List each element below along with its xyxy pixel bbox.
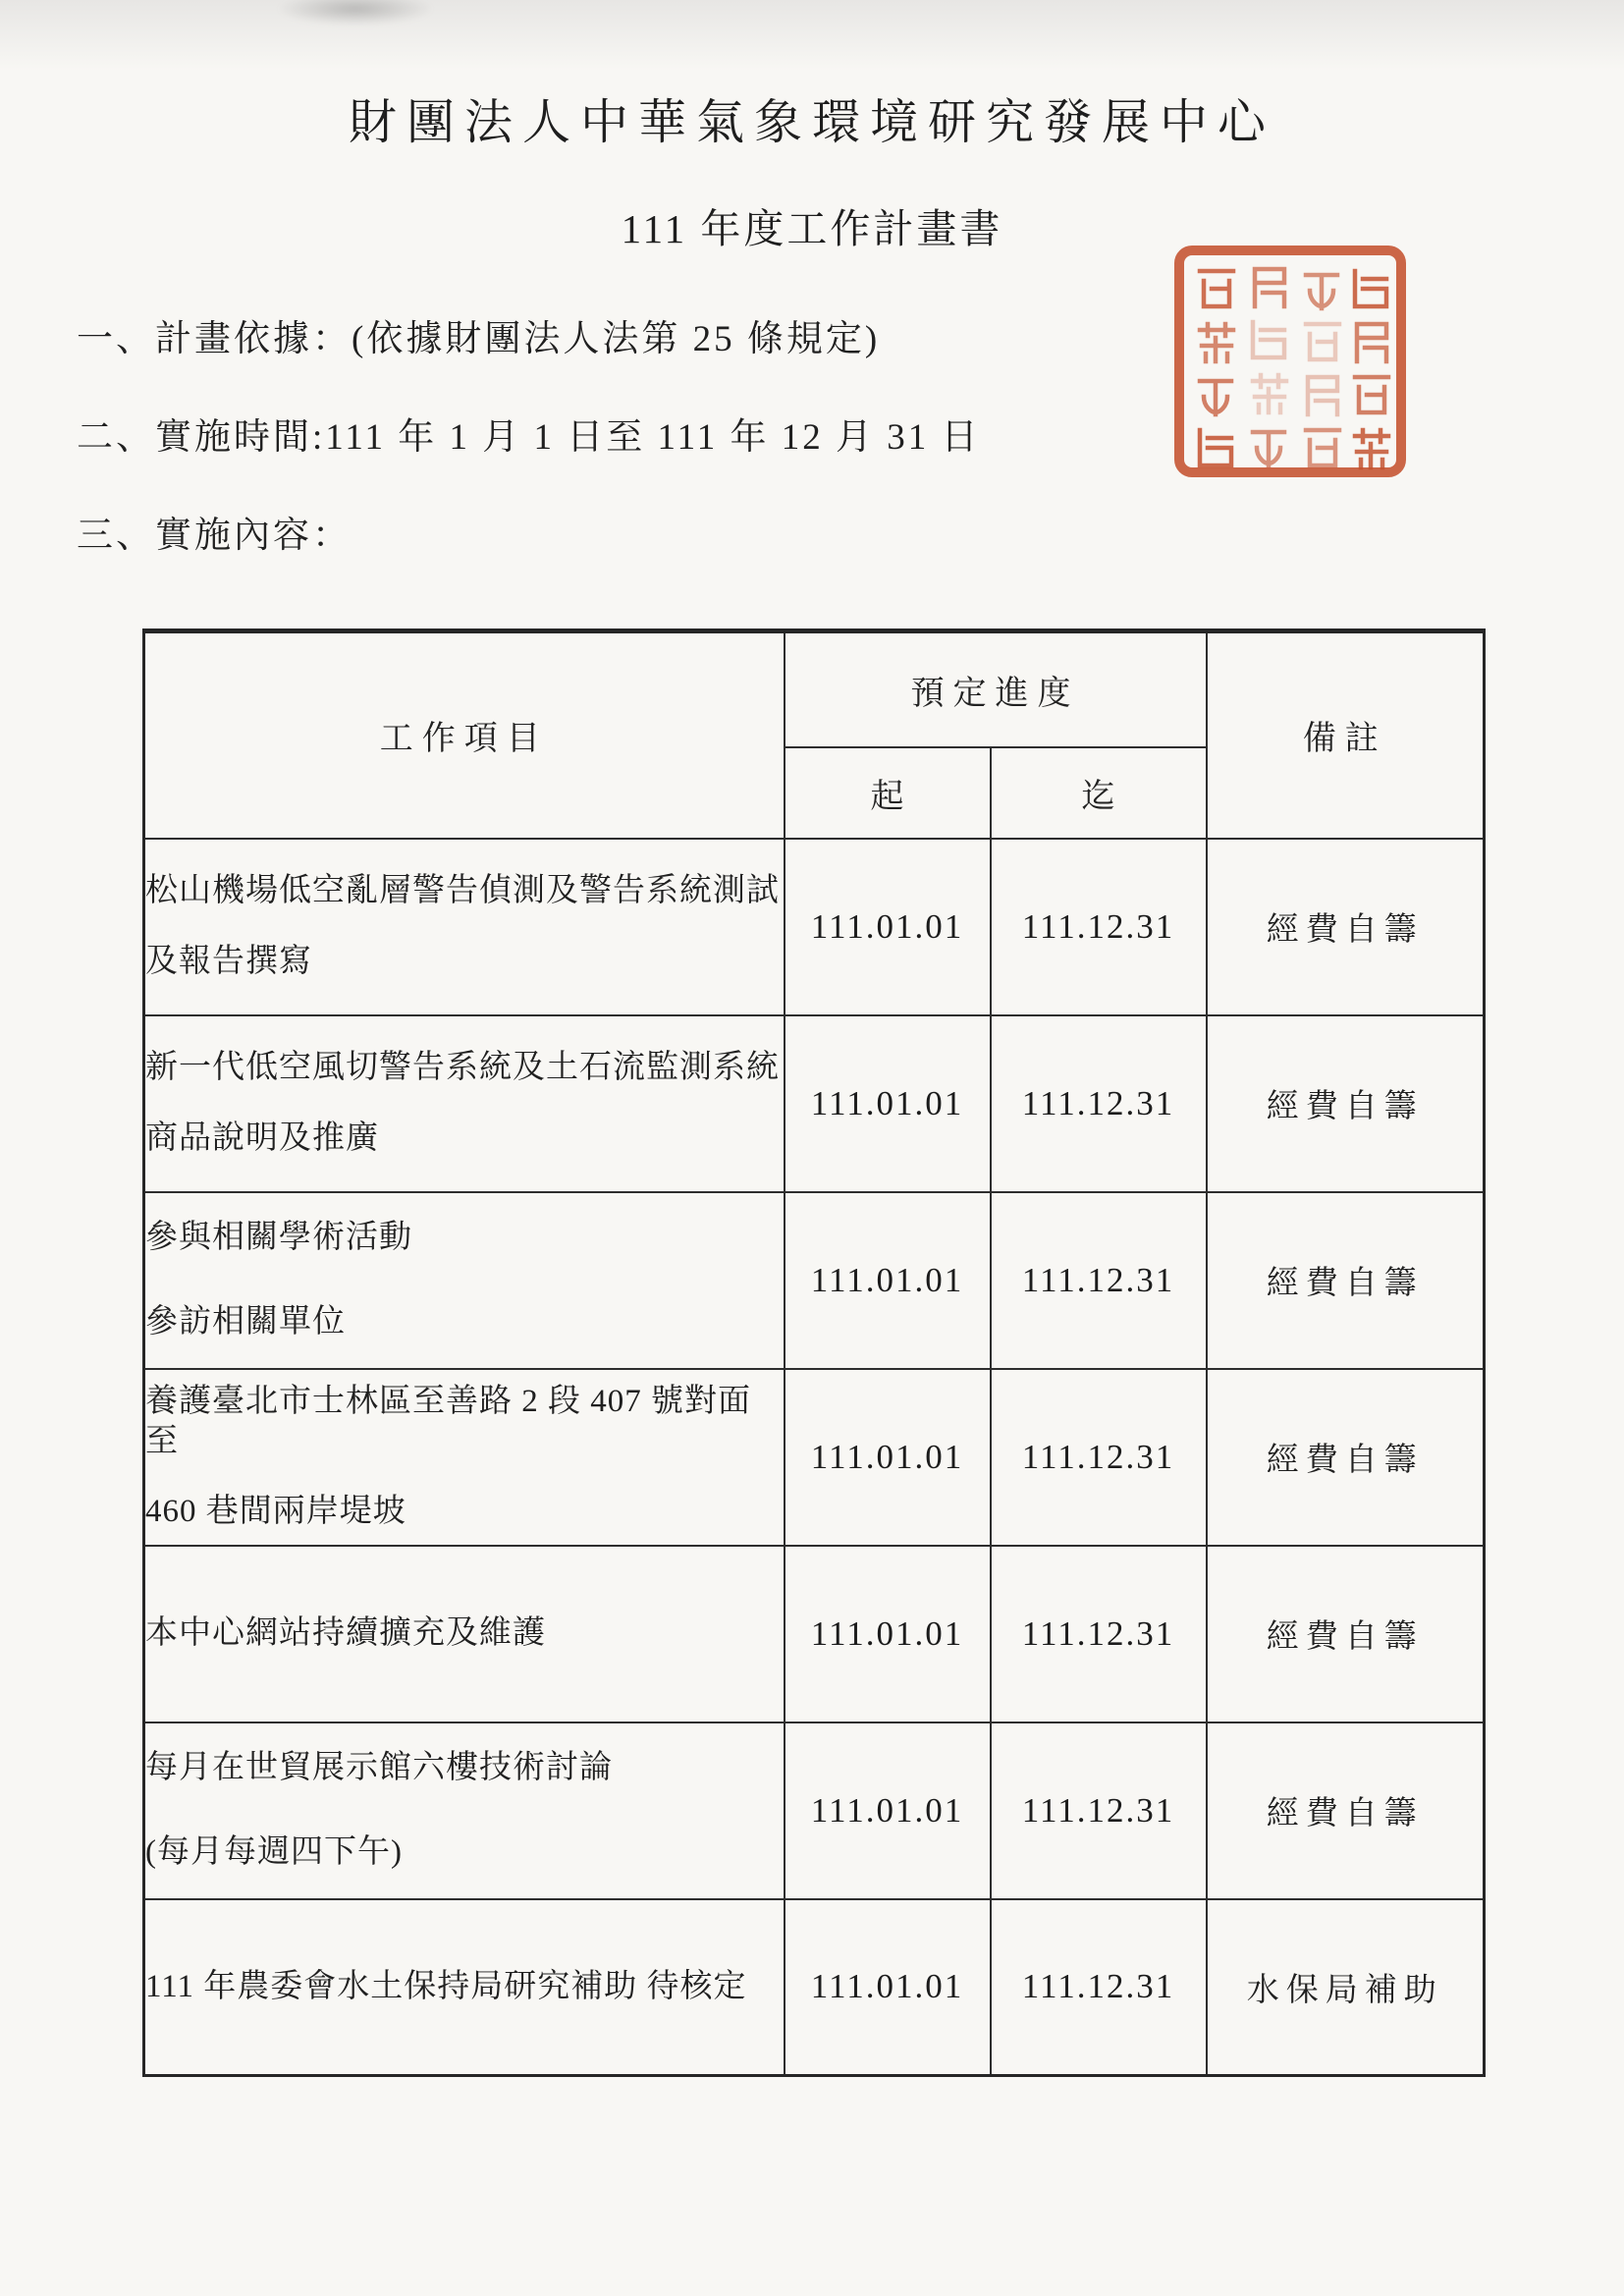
work-item-cell xyxy=(144,1546,785,1722)
scan-smudge-artifact xyxy=(277,0,434,26)
work-item-cell xyxy=(144,1722,785,1899)
work-item-cell xyxy=(144,1369,785,1546)
work-item-line: 每月在世貿展示館六樓技術討論 xyxy=(145,1750,613,1786)
work-item-line: 460 巷間兩岸堤坡 xyxy=(145,1494,406,1530)
work-item-cell xyxy=(144,1192,785,1369)
header-work-item: 工作項目 xyxy=(144,631,785,839)
header-progress: 預定進度 xyxy=(785,631,1207,747)
section-implementation-content: 三、實施內容： xyxy=(77,516,352,556)
header-start: 起 xyxy=(785,747,991,839)
end-date-cell: 111.12.31 xyxy=(991,1899,1207,2076)
start-date-cell: 111.01.01 xyxy=(785,1015,991,1192)
end-date-cell: 111.12.31 xyxy=(991,1015,1207,1192)
work-item-line: (每月每週四下午) xyxy=(145,1833,403,1870)
work-item-cell xyxy=(144,1015,785,1192)
table-row xyxy=(144,839,1485,1015)
start-date-cell: 111.01.01 xyxy=(785,1192,991,1369)
work-plan-table xyxy=(142,629,1486,2077)
table-row xyxy=(144,1015,1485,1192)
table-row xyxy=(144,1899,1485,2076)
work-item-line: 新一代低空風切警告系統及土石流監測系統 xyxy=(145,1050,780,1086)
remarks-cell: 經費自籌 xyxy=(1207,1192,1485,1369)
start-date-cell: 111.01.01 xyxy=(785,1546,991,1722)
table-row xyxy=(144,1369,1485,1546)
work-item-line: 養護臺北市士林區至善路 2 段 407 號對面至 xyxy=(145,1383,751,1459)
remarks-cell: 經費自籌 xyxy=(1207,1546,1485,1722)
end-date-cell: 111.12.31 xyxy=(991,1369,1207,1546)
remarks-cell: 經費自籌 xyxy=(1207,1722,1485,1899)
start-date-cell: 111.01.01 xyxy=(785,1899,991,2076)
work-item-cell xyxy=(144,1899,785,2076)
remarks-cell: 經費自籌 xyxy=(1207,839,1485,1015)
remarks-cell: 水保局補助 xyxy=(1207,1899,1485,2076)
end-date-cell: 111.12.31 xyxy=(991,1546,1207,1722)
document-subtitle: 111 年度工作計畫書 xyxy=(621,206,1003,251)
start-date-cell: 111.01.01 xyxy=(785,1369,991,1546)
section-plan-basis: 一、計畫依據：(依據財團法人法第 25 條規定) xyxy=(77,319,881,359)
table-header-row-top xyxy=(144,631,1485,747)
document-title: 財團法人中華氣象環境研究發展中心 xyxy=(348,95,1275,149)
table-row xyxy=(144,1546,1485,1722)
end-date-cell: 111.12.31 xyxy=(991,839,1207,1015)
work-item-line: 及報告撰寫 xyxy=(145,943,312,979)
table-row xyxy=(144,1722,1485,1899)
official-seal-stamp xyxy=(1170,242,1410,481)
remarks-cell: 經費自籌 xyxy=(1207,1015,1485,1192)
header-end: 迄 xyxy=(991,747,1207,839)
work-item-cell xyxy=(144,839,785,1015)
start-date-cell: 111.01.01 xyxy=(785,839,991,1015)
section-implementation-period: 二、實施時間:111 年 1 月 1 日至 111 年 12 月 31 日 xyxy=(77,417,981,458)
remarks-cell: 經費自籌 xyxy=(1207,1369,1485,1546)
end-date-cell: 111.12.31 xyxy=(991,1192,1207,1369)
work-item-line: 本中心網站持續擴充及維護 xyxy=(145,1614,546,1651)
end-date-cell: 111.12.31 xyxy=(991,1722,1207,1899)
start-date-cell: 111.01.01 xyxy=(785,1722,991,1899)
work-item-line: 參訪相關單位 xyxy=(145,1303,346,1339)
work-item-line: 111 年農委會水土保持局研究補助 待核定 xyxy=(145,1968,747,2004)
scan-edge-shadow xyxy=(0,0,1624,71)
table-row xyxy=(144,1192,1485,1369)
work-item-line: 商品說明及推廣 xyxy=(145,1120,379,1156)
header-remarks: 備註 xyxy=(1207,631,1485,839)
work-item-line: 松山機場低空亂層警告偵測及警告系統測試 xyxy=(145,873,780,909)
work-item-line: 參與相關學術活動 xyxy=(145,1220,412,1256)
